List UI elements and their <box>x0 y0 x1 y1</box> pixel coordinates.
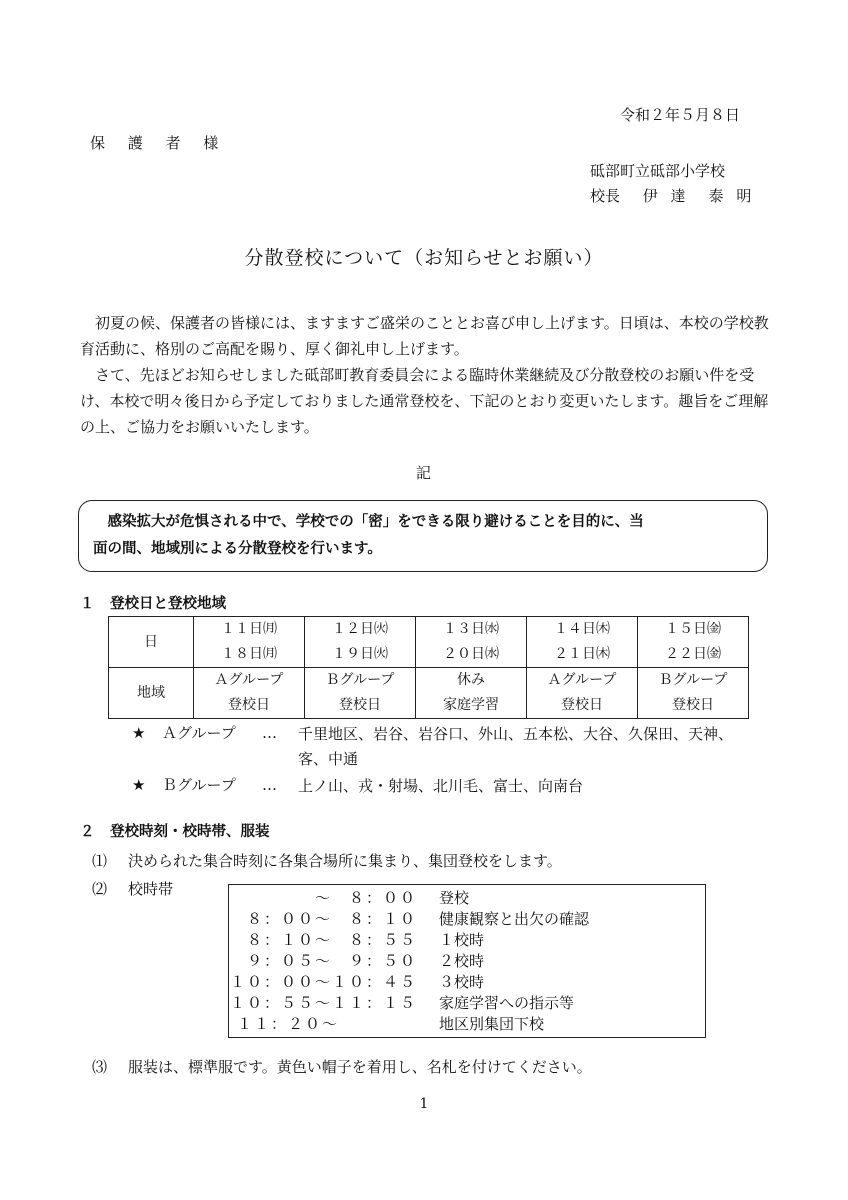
ellipsis: … <box>262 776 277 794</box>
document-date: 令和２年５月８日 <box>619 106 740 124</box>
group-name: Ｂグループ <box>162 776 236 794</box>
notice-line: 面の間、地域別による分散登校を行います。 <box>93 541 382 557</box>
timetable-row <box>229 971 705 993</box>
time-range: ８：１０～ ８：５５ <box>246 931 417 949</box>
group-areas: 上ノ山、戎・射場、北川毛、富士、向南台 <box>298 777 584 795</box>
table-row-label: 日 <box>109 617 194 668</box>
addressee: 保 護 者 様 <box>90 134 228 152</box>
time-range: ９：０５～ ９：５０ <box>246 952 417 970</box>
section-heading <box>80 594 226 616</box>
ki-marker: 記 <box>416 464 432 482</box>
section-heading <box>80 822 270 844</box>
list-item <box>92 1056 592 1079</box>
intro-paragraph: 初夏の候、保護者の皆様には、ますますご盛栄のこととお喜び申し上げます。日頃は、本校の学校教育活動に、格別のご高配を賜り、厚く御礼申し上げます。 <box>80 314 769 358</box>
principal-name: 伊 達 泰 明 <box>642 187 756 205</box>
schedule-table <box>108 616 749 719</box>
table-cell: １２日㈫ １９日㈫ <box>305 617 416 668</box>
list-item <box>92 878 173 901</box>
principal <box>590 185 755 208</box>
table-row <box>109 668 749 719</box>
item-text: 服装は、標準服です。黄色い帽子を着用し、名札を付けてください。 <box>128 1058 592 1076</box>
item-text: 校時帯 <box>128 880 174 898</box>
school-name: 砥部町立砥部小学校 <box>590 162 726 180</box>
table-cell: １３日㈬ ２０日㈬ <box>416 617 527 668</box>
table-cell: 休み 家庭学習 <box>416 668 527 719</box>
item-text: 決められた集合時刻に各集合場所に集まり、集団登校をします。 <box>128 852 562 870</box>
time-desc: 地区別集団下校 <box>439 1015 545 1033</box>
time-range: １０：５５～１１：１５ <box>229 994 417 1012</box>
timetable-box <box>228 884 706 1038</box>
time-desc: 健康観察と出欠の確認 <box>439 910 590 928</box>
page-number: 1 <box>419 1096 429 1112</box>
table-cell: １５日㈮ ２２日㈮ <box>638 617 749 668</box>
group-areas: 千里地区、岩谷、岩谷口、外山、五本松、大谷、久保田、天神、客、中通 <box>298 725 734 768</box>
item-number: ⑵ <box>92 880 108 898</box>
time-desc: 家庭学習への指示等 <box>439 994 575 1012</box>
timetable-row <box>229 887 705 909</box>
timetable-row <box>229 929 705 951</box>
table-cell: Ａグループ 登校日 <box>527 668 638 719</box>
time-desc: ２校時 <box>439 952 485 970</box>
table-cell: Ｂグループ 登校日 <box>305 668 416 719</box>
time-range: １０：００～１０：４５ <box>229 973 417 991</box>
intro-paragraph: さて、先ほどお知らせしました砥部町教育委員会による臨時休業継続及び分散登校のお願い件を受け、本校で明々後日から予定しておりました通常登校を、下記のとおり変更いたします。趣旨をご理解の上、ご協力をお願いいたします。 <box>80 366 769 436</box>
intro-text <box>80 310 770 440</box>
timetable-row <box>229 950 705 972</box>
table-row <box>109 617 749 668</box>
section-number: ２ <box>80 824 95 840</box>
section-title: 登校日と登校地域 <box>110 596 226 612</box>
ellipsis: … <box>262 724 277 742</box>
time-desc: ３校時 <box>439 973 485 991</box>
time-desc: １校時 <box>439 931 485 949</box>
item-number: ⑴ <box>92 852 108 870</box>
time-desc: 登校 <box>439 889 470 907</box>
table-cell: １４日㈭ ２１日㈭ <box>527 617 638 668</box>
group-list-item <box>132 722 748 772</box>
table-cell: Ｂグループ 登校日 <box>638 668 749 719</box>
notice-line: 感染拡大が危惧される中で、学校での「密」をできる限り避けることを目的に、当 <box>93 514 644 530</box>
star-icon: ★ <box>132 776 146 794</box>
group-list-item <box>132 774 748 799</box>
section-title: 登校時刻・校時帯、服装 <box>110 824 270 840</box>
timetable-row <box>229 1013 705 1035</box>
star-icon: ★ <box>132 724 146 742</box>
list-item <box>92 850 562 873</box>
time-range: ８：００～ ８：１０ <box>246 910 417 928</box>
timetable-row <box>229 908 705 930</box>
principal-title: 校長 <box>590 187 621 205</box>
table-row-label: 地域 <box>109 668 194 719</box>
time-range: ～ ８：００ <box>314 889 417 907</box>
page-title: 分散登校について（お知らせとお願い） <box>244 247 604 269</box>
time-range: １１：２０～ <box>237 1015 340 1033</box>
section-number: １ <box>80 596 95 612</box>
table-cell: Ａグループ 登校日 <box>194 668 305 719</box>
group-name: Ａグループ <box>162 724 236 742</box>
table-cell: １１日㈪ １８日㈪ <box>194 617 305 668</box>
timetable-row <box>229 992 705 1014</box>
notice-box <box>78 500 768 572</box>
item-number: ⑶ <box>92 1058 108 1076</box>
